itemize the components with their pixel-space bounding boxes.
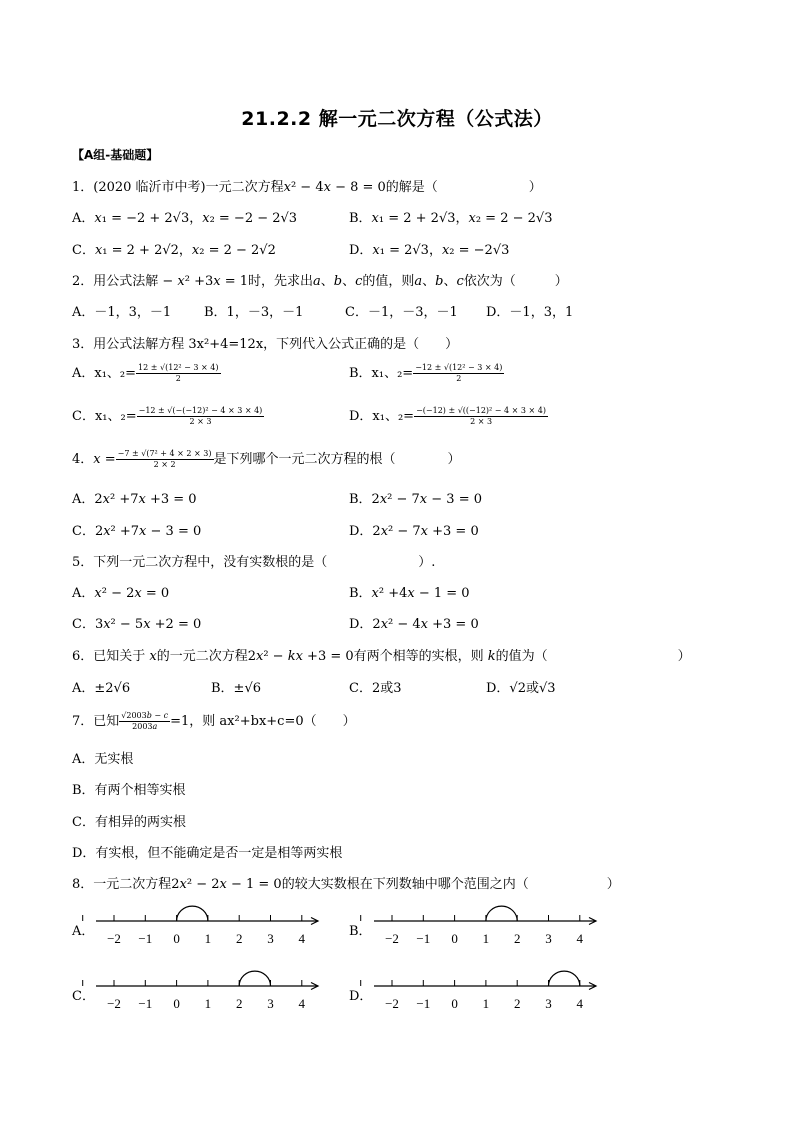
number-line-a-tick-label: 1 [204,931,212,946]
q2-option-a[interactable]: A．－1，3，－1 [72,305,172,320]
section-heading: 【A组-基础题】 [72,148,159,162]
number-line-a-tick-label: −1 [138,931,153,946]
q7-denominator: 2003𝑎 [132,722,158,731]
q3-c-prefix: C．x₁、₂= [72,409,137,424]
number-line-b-tick-label: 1 [482,931,490,946]
number-line-c-tick-label: 1 [204,996,212,1011]
number-line-d-tick-label: −2 [385,996,399,1011]
number-line-c-tick-label: 3 [267,996,274,1011]
q7-option-b[interactable]: B．有两个相等实根 [72,783,186,798]
q7-option-d[interactable]: D．有实根，但不能确定是否一定是相等两实根 [72,846,343,861]
q2-option-d[interactable]: D．－1，3，1 [486,305,574,320]
q3-stem: 3．用公式法解方程 3x²+4=12x，下列代入公式正确的是（ ） [72,337,459,352]
q8-option-c-label[interactable]: C． [72,989,95,1004]
q7-option-c[interactable]: C．有相异的两实根 [72,815,186,830]
q3-d-prefix: D．x₁、₂= [349,409,415,424]
number-line-b-tick-label: 2 [513,931,521,946]
number-line-b-tick-label: 0 [451,931,458,946]
q2-option-b[interactable]: B．1，－3，－1 [204,305,304,320]
number-line-d-tick-label: 2 [513,996,521,1011]
page-title: 21.2.2 解一元二次方程（公式法） [241,108,553,130]
q3-b-prefix: B．x₁、₂= [349,366,414,381]
q6-stem: 6．已知关于 𝑥的一元二次方程2𝑥² − 𝑘𝑥 +3 = 0有两个相等的实根，则 𝑘的值为（ ） [72,649,691,664]
q5-option-b[interactable]: B．𝑥² +4𝑥 − 1 = 0 [349,586,470,601]
q5-option-a[interactable]: A．𝑥² − 2𝑥 = 0 [72,586,170,601]
q3-c-numerator: −12 ± √(−(−12)² − 4 × 3 × 4) [138,406,263,415]
q4-option-c[interactable]: C．2𝑥² +7𝑥 − 3 = 0 [72,524,202,539]
number-line-b-tick-label: −1 [416,931,431,946]
q6-option-c[interactable]: C．2或3 [349,681,402,696]
q4-prefix: 4．𝑥 = [72,452,116,467]
number-line-a-tick-label: 2 [235,931,243,946]
q3-a-numerator: 12 ± √(12² − 3 × 4) [138,363,219,372]
q4-option-b[interactable]: B．2𝑥² − 7𝑥 − 3 = 0 [349,492,482,507]
q2-option-c[interactable]: C．－1，－3，－1 [345,305,458,320]
number-line-d-interval-arc [549,971,580,986]
q8-option-a-label[interactable]: A． [72,924,95,939]
q4-option-a[interactable]: A．2𝑥² +7𝑥 +3 = 0 [72,492,197,507]
q7-option-a[interactable]: A．无实根 [72,752,134,767]
q4-denominator: 2 × 2 [153,460,176,469]
q4-suffix: 是下列哪个一元二次方程的根（ ） [213,452,461,467]
q7-suffix: =1，则 ax²+bx+c=0（ ） [170,714,356,729]
q6-option-a[interactable]: A．±2√6 [72,681,131,696]
q3-b-denominator: 2 [456,374,462,383]
number-line-b-tick-label: 4 [576,931,584,946]
q5-option-c[interactable]: C．3𝑥² − 5𝑥 +2 = 0 [72,617,202,632]
number-line-d-tick-label: 1 [482,996,490,1011]
q1-option-b[interactable]: B．𝑥₁ = 2 + 2√3，𝑥₂ = 2 − 2√3 [349,211,553,226]
q1-stem: 1．(2020 临沂市中考)一元二次方程𝑥² − 4𝑥 − 8 = 0的解是（ ） [72,180,542,195]
number-line-a-tick-label: 3 [267,931,274,946]
number-line-d-tick-label: −1 [416,996,431,1011]
q6-option-d[interactable]: D．√2或√3 [486,681,556,696]
number-line-d-tick-label: 4 [576,996,584,1011]
number-line-c-tick-label: −2 [107,996,121,1011]
q8-option-b-label[interactable]: B． [349,924,372,939]
number-line-d-tick-label: 0 [451,996,458,1011]
q3-c-denominator: 2 × 3 [189,417,212,426]
number-line-d-tick-label: 3 [545,996,552,1011]
q8-option-d-label[interactable]: D． [349,989,373,1004]
q1-option-a[interactable]: A．𝑥₁ = −2 + 2√3，𝑥₂ = −2 − 2√3 [72,211,298,226]
q4-numerator: −7 ± √(7² + 4 × 2 × 3) [117,449,212,458]
number-line-c-tick-label: 4 [298,996,306,1011]
number-line-b-tick-label: −2 [385,931,399,946]
number-line-a-tick-label: −2 [107,931,121,946]
q7-prefix: 7．已知 [72,714,120,729]
q4-option-d[interactable]: D．2𝑥² − 7𝑥 +3 = 0 [349,524,479,539]
q8-stem: 8．一元二次方程2𝑥² − 2𝑥 − 1 = 0的较大实数根在下列数轴中哪个范围之内（ ） [72,877,620,892]
q5-option-d[interactable]: D．2𝑥² − 4𝑥 +3 = 0 [349,617,479,632]
number-line-b-tick-label: 3 [545,931,552,946]
number-line-a-tick-label: 0 [173,931,180,946]
q2-stem: 2．用公式法解 − 𝑥² +3𝑥 = 1时，先求出𝑎、𝑏、𝑐的值，则𝑎、𝑏、𝑐依次为（ ） [72,274,568,289]
q3-a-prefix: A．x₁、₂= [72,366,137,381]
number-line-c-tick-label: 2 [235,996,243,1011]
number-line-a-tick-label: 4 [298,931,306,946]
q3-b-numerator: −12 ± √(12² − 3 × 4) [415,363,503,372]
q7-numerator: √2003𝑏 − 𝑐 [121,711,169,720]
number-line-c-tick-label: −1 [138,996,153,1011]
q6-option-b[interactable]: B．±√6 [211,681,262,696]
q3-d-numerator: −(−12) ± √((−12)² − 4 × 3 × 4) [416,406,547,415]
q3-d-denominator: 2 × 3 [470,417,493,426]
q5-stem: 5．下列一元二次方程中，没有实数根的是（ ）. [72,555,436,570]
q1-option-d[interactable]: D．𝑥₁ = 2√3，𝑥₂ = −2√3 [349,243,510,258]
number-line-c-tick-label: 0 [173,996,180,1011]
q1-option-c[interactable]: C．𝑥₁ = 2 + 2√2，𝑥₂ = 2 − 2√2 [72,243,276,258]
q3-a-denominator: 2 [175,374,181,383]
